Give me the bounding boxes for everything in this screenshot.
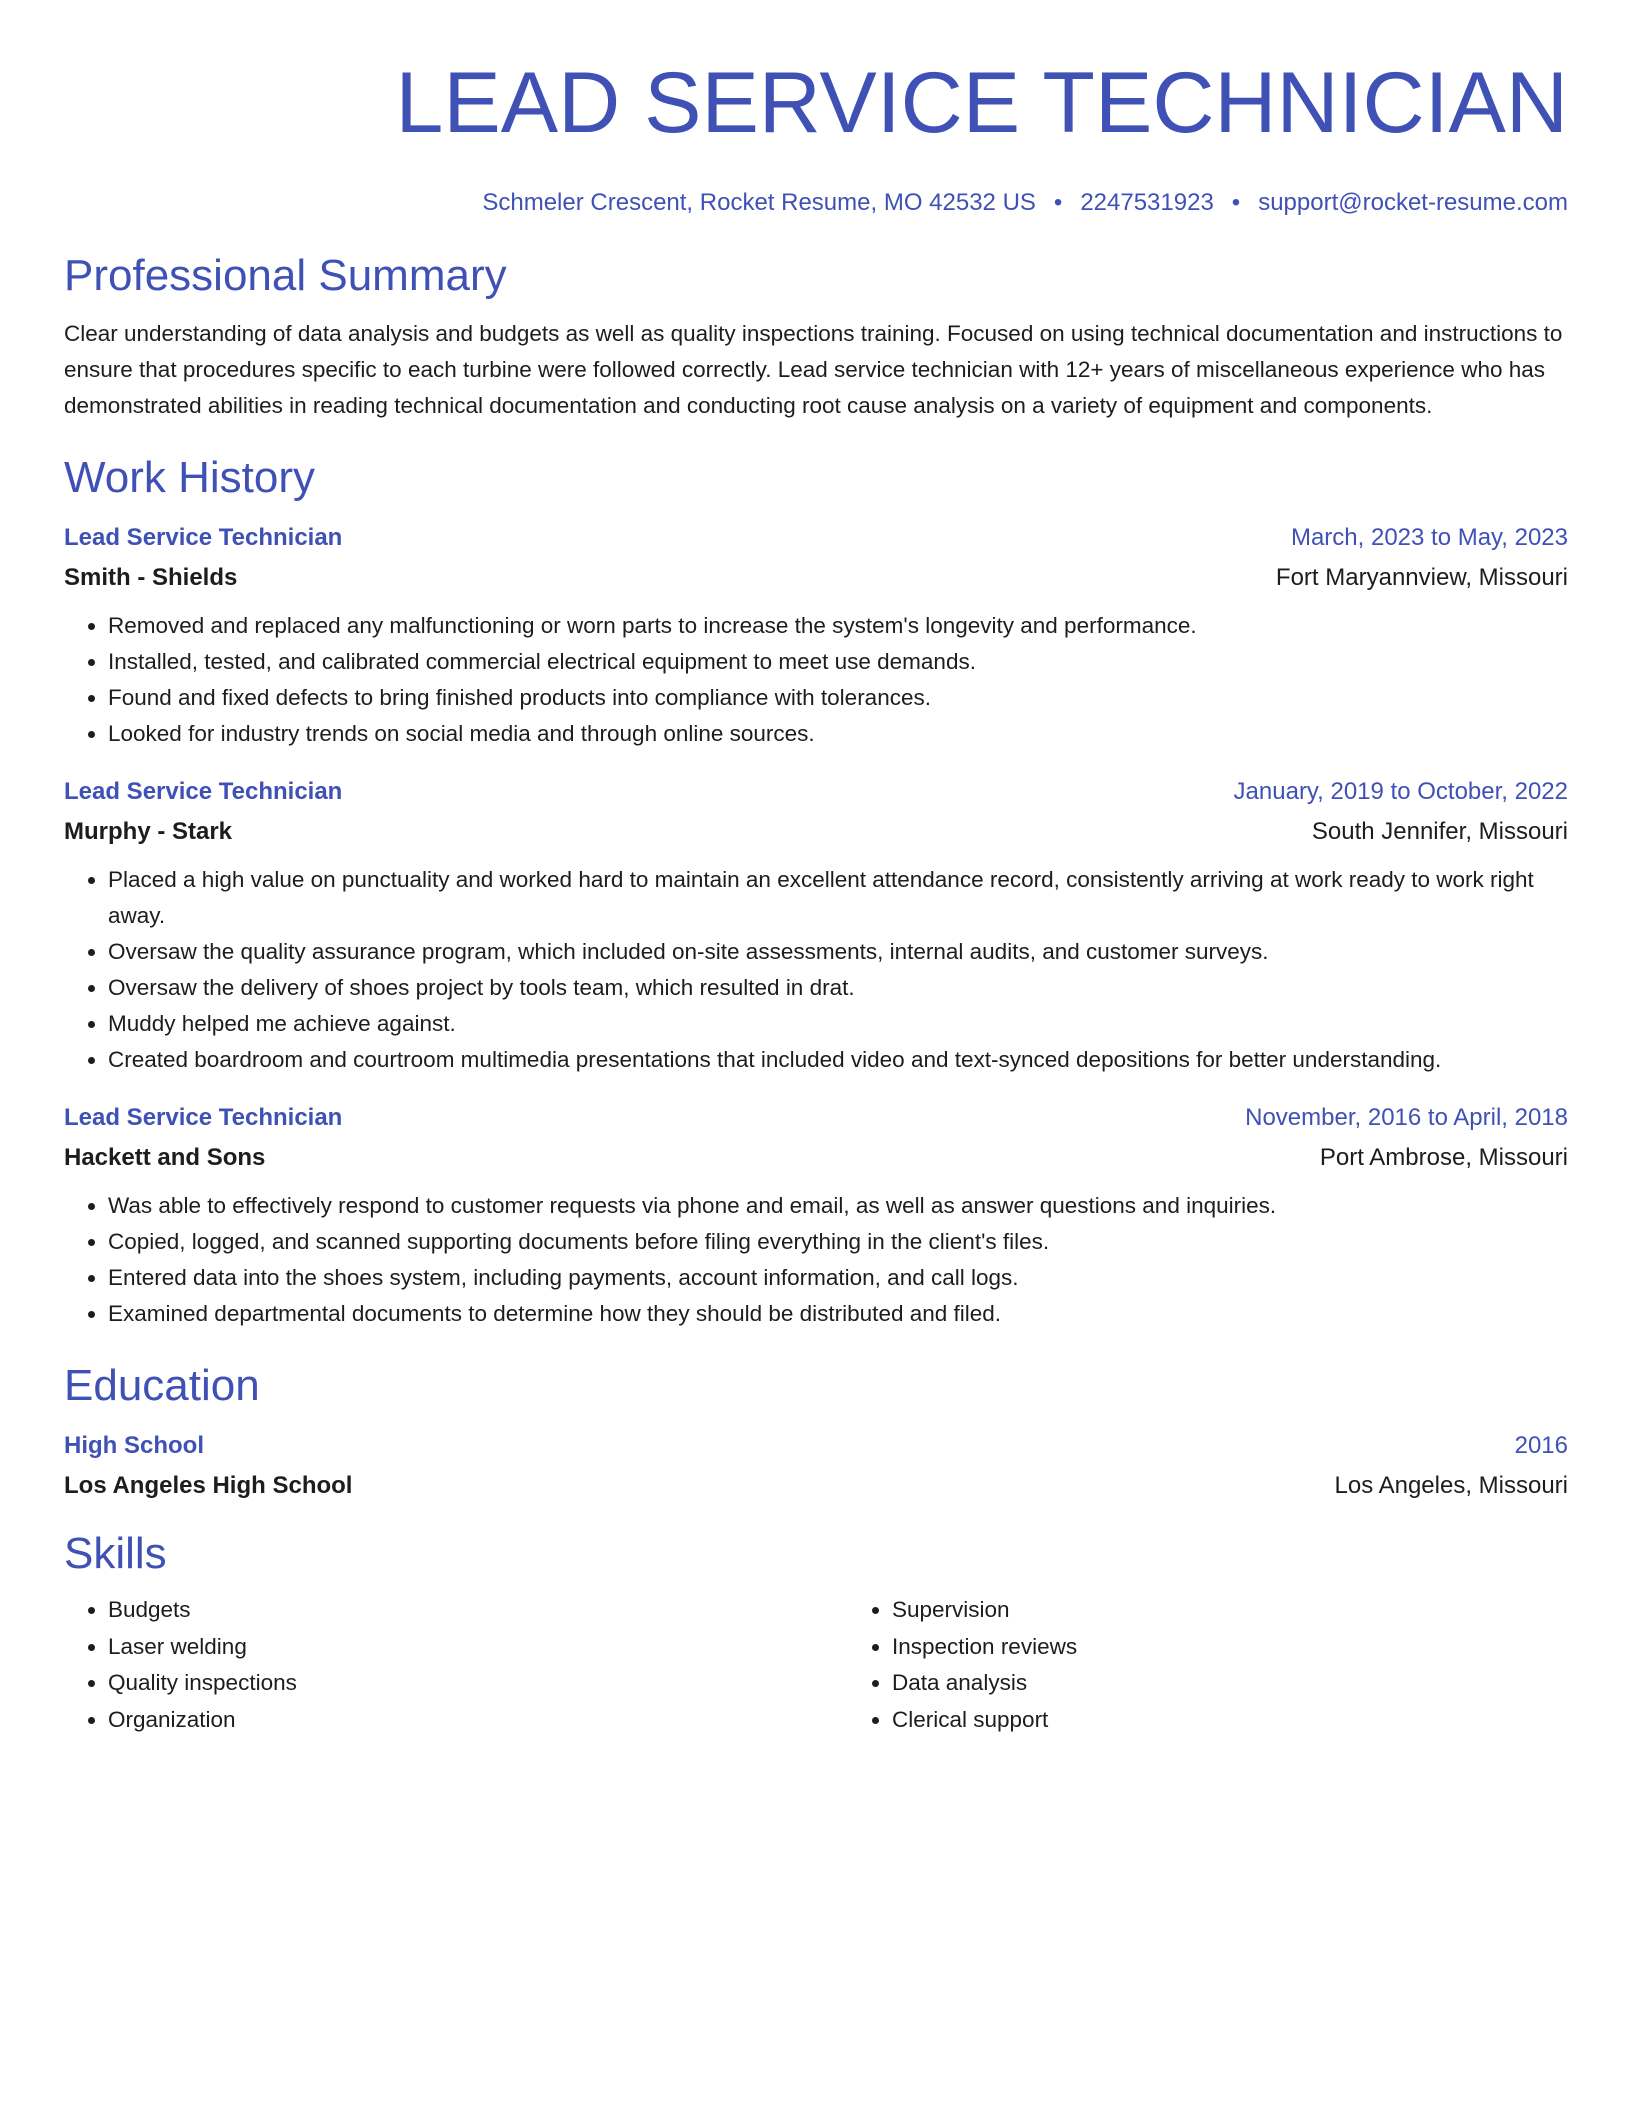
job-company: Murphy - Stark (64, 818, 233, 845)
job-entry (64, 772, 1568, 1078)
work-history-section (64, 450, 1568, 1332)
list-item: • Copied, logged, and scanned supporting documents before filing everything in the client's files. (108, 1224, 1568, 1260)
job-company: Smith - Shields (64, 564, 238, 591)
list-item: • Looked for industry trends on social media and through online sources. (108, 716, 1568, 752)
education-year: 2016 (1514, 1432, 1568, 1459)
list-item: • Muddy helped me achieve against. (108, 1006, 1568, 1042)
list-item: • Was able to effectively respond to customer requests via phone and email, as well as answer questions and inquiries. (108, 1188, 1568, 1224)
job-bullets (64, 608, 1568, 752)
skill-item: • Organization (108, 1702, 848, 1739)
job-location: South Jennifer, Missouri (1311, 818, 1568, 845)
contact-separator: • (1053, 189, 1063, 216)
job-company: Hackett and Sons (64, 1144, 266, 1171)
skills-list-right (848, 1592, 1632, 1738)
skills-columns (64, 1592, 1568, 1738)
list-item: • Examined departmental documents to determine how they should be distributed and filed. (108, 1296, 1568, 1332)
summary-section (64, 248, 1568, 424)
education-heading: Education (64, 1361, 260, 1410)
education-entry (64, 1426, 1568, 1506)
job-title: Lead Service Technician (64, 524, 343, 551)
job-dates: March, 2023 to May, 2023 (1290, 524, 1568, 551)
skills-section (64, 1526, 1568, 1738)
contact-address: Schmeler Crescent, Rocket Resume, MO 42532 US (482, 189, 1036, 216)
skill-item: • Budgets (108, 1592, 848, 1629)
job-location: Fort Maryannview, Missouri (1275, 564, 1568, 591)
education-location: Los Angeles, Missouri (1334, 1472, 1568, 1499)
list-item: • Entered data into the shoes system, including payments, account information, and call logs. (108, 1260, 1568, 1296)
skill-item: • Inspection reviews (892, 1629, 1632, 1666)
contact-email[interactable]: support@rocket-resume.com (1258, 189, 1568, 216)
job-bullets (64, 862, 1568, 1078)
contact-phone: 2247531923 (1080, 189, 1214, 216)
education-degree: High School (64, 1432, 204, 1459)
work-history-heading: Work History (64, 453, 315, 502)
education-school: Los Angeles High School (64, 1472, 353, 1499)
job-entry (64, 518, 1568, 752)
list-item: • Found and fixed defects to bring finished products into compliance with tolerances. (108, 680, 1568, 716)
skills-heading: Skills (64, 1529, 167, 1578)
job-dates: November, 2016 to April, 2018 (1245, 1104, 1568, 1131)
skill-item: • Data analysis (892, 1665, 1632, 1702)
list-item: • Oversaw the delivery of shoes project by tools team, which resulted in drat. (108, 970, 1568, 1006)
education-section (64, 1358, 1568, 1506)
list-item: • Placed a high value on punctuality and worked hard to maintain an excellent attendance record, consistently arriving at work ready to work right away. (108, 862, 1568, 934)
list-item: • Installed, tested, and calibrated commercial electrical equipment to meet use demands. (108, 644, 1568, 680)
job-title: Lead Service Technician (64, 778, 343, 805)
list-item: • Created boardroom and courtroom multimedia presentations that included video and text-synced depositions for better understanding. (108, 1042, 1568, 1078)
contact-separator: • (1231, 189, 1241, 216)
skill-item: • Supervision (892, 1592, 1632, 1629)
contact-line (64, 186, 1568, 220)
summary-heading: Professional Summary (64, 251, 507, 300)
list-item: • Removed and replaced any malfunctioning or worn parts to increase the system's longevity and performance. (108, 608, 1568, 644)
list-item: • Oversaw the quality assurance program, which included on-site assessments, internal audits, and customer surveys. (108, 934, 1568, 970)
skill-item: • Quality inspections (108, 1665, 848, 1702)
job-entry (64, 1098, 1568, 1332)
job-bullets (64, 1188, 1568, 1332)
job-title: Lead Service Technician (64, 1104, 343, 1131)
skills-list-left (64, 1592, 848, 1738)
summary-text: Clear understanding of data analysis and budgets as well as quality inspections training. Focused on using technical documentation and instructions to ensure that procedures specific to each turbine were followed correctly. Lead service technician with 12+ years of miscellaneous experience who has demonstrated abilities in reading technical documentation and conducting root cause analysis on a variety of equipment and components. (64, 321, 1563, 418)
skill-item: • Laser welding (108, 1629, 848, 1666)
resume-title: LEAD SERVICE TECHNICIAN (395, 55, 1568, 151)
job-dates: January, 2019 to October, 2022 (1233, 778, 1568, 805)
skill-item: • Clerical support (892, 1702, 1632, 1739)
job-location: Port Ambrose, Missouri (1319, 1144, 1568, 1171)
